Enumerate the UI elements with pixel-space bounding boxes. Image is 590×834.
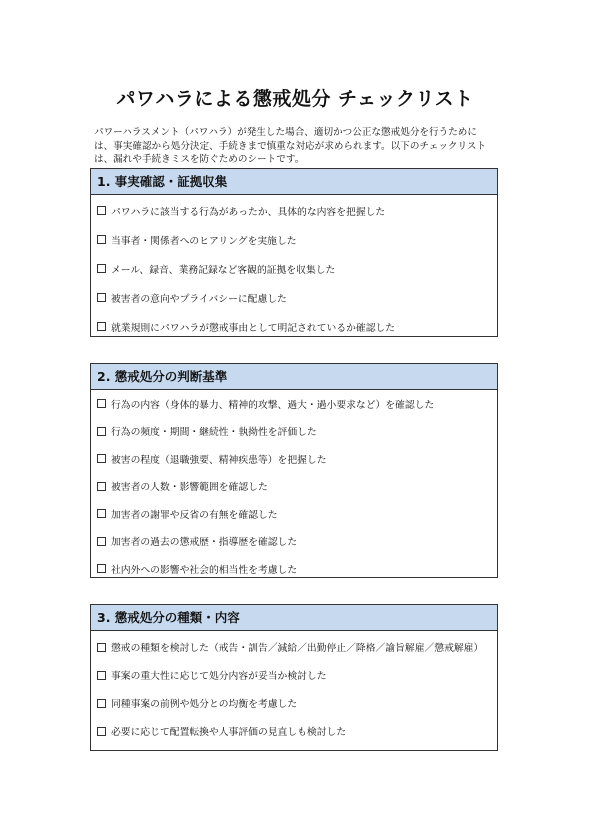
section-judgment-criteria [90,363,498,578]
checkbox-icon[interactable] [97,643,106,652]
checklist-item-label: 加害者の過去の懲戒歴・指導歴を確認した [111,537,298,549]
checkbox-icon[interactable] [97,537,106,546]
checkbox-icon[interactable] [97,206,106,215]
checklist-item-label: 必要に応じて配置転換や人事評価の見直しも検討した [111,727,347,738]
checklist-item[interactable] [91,717,497,745]
checklist-item-label: 懲戒の種類を検討した（戒告・訓告／減給／出勤停止／降格／諭旨解雇／懲戒解雇） [111,643,484,654]
intro-line: は、漏れや手続きミスを防ぐためのシートです。 [94,154,305,166]
section-fact-finding [90,168,498,337]
checklist-item[interactable] [91,473,497,501]
checkbox-icon[interactable] [97,399,106,408]
checklist-item[interactable] [91,225,497,254]
checklist [91,631,497,745]
checklist-item[interactable] [91,633,497,661]
checklist-item-label: 行為の頻度・期間・継続性・執拗性を評価した [111,427,317,439]
checklist-item[interactable] [91,196,497,225]
section-heading: 3. 懲戒処分の種類・内容 [91,605,497,631]
checkbox-icon[interactable] [97,699,106,708]
checkbox-icon[interactable] [97,509,106,518]
checklist-item[interactable] [91,254,497,283]
section-heading: 1. 事実確認・証拠収集 [91,169,497,195]
checklist-item[interactable] [91,661,497,689]
checklist-item[interactable] [91,689,497,717]
page-title: パワハラによる懲戒処分 チェックリスト [116,88,474,110]
checklist-item-label: 被害者の人数・影響範囲を確認した [111,482,268,494]
checkbox-icon[interactable] [97,322,106,331]
checklist-item[interactable] [91,555,497,583]
checklist-item-label: メール、録音、業務記録など客観的証拠を収集した [111,264,336,276]
checklist-item[interactable] [91,283,497,312]
checklist-item-label: 行為の内容（身体的暴力、精神的攻撃、過大・過小要求など）を確認した [111,399,435,411]
checkbox-icon[interactable] [97,427,106,436]
section-penalty-types [90,604,498,751]
checkbox-icon[interactable] [97,454,106,463]
checklist-item[interactable] [91,445,497,473]
checklist-item-label: 当事者・関係者へのヒアリングを実施した [111,235,297,247]
checklist-item-label: 同種事案の前例や処分との均衡を考慮した [111,699,298,710]
checkbox-icon[interactable] [97,293,106,302]
intro-line: パワーハラスメント（パワハラ）が発生した場合、適切かつ公正な懲戒処分を行うために [94,127,477,138]
checklist [91,390,497,583]
checkbox-icon[interactable] [97,564,106,573]
checklist-item[interactable] [91,312,497,341]
checklist-item-label: 被害の程度（退職強要、精神疾患等）を把握した [111,454,327,466]
checklist-item[interactable] [91,528,497,556]
checkbox-icon[interactable] [97,264,106,273]
checklist [91,195,497,341]
checklist-item-label: 就業規則にパワハラが懲戒事由として明記されているか確認した [111,322,396,334]
intro-text [94,126,504,167]
checkbox-icon[interactable] [97,235,106,244]
checklist-item-label: 被害者の意向やプライバシーに配慮した [111,293,287,305]
section-heading: 2. 懲戒処分の判断基準 [91,364,497,390]
checklist-item-label: 加害者の謝罪や反省の有無を確認した [111,509,278,521]
checklist-item[interactable] [91,500,497,528]
checklist-item-label: 事案の重大性に応じて処分内容が妥当か検討した [111,671,327,682]
checklist-item[interactable] [91,418,497,446]
checkbox-icon[interactable] [97,482,106,491]
checklist-item-label: 社内外への影響や社会的相当性を考慮した [111,564,298,576]
checklist-item-label: パワハラに該当する行為があったか、具体的な内容を把握した [111,206,386,218]
checkbox-icon[interactable] [97,727,106,736]
intro-line: は、事実確認から処分決定、手続きまで慎重な対応が求められます。以下のチェックリスト [94,140,487,152]
checklist-item[interactable] [91,390,497,418]
checkbox-icon[interactable] [97,671,106,680]
